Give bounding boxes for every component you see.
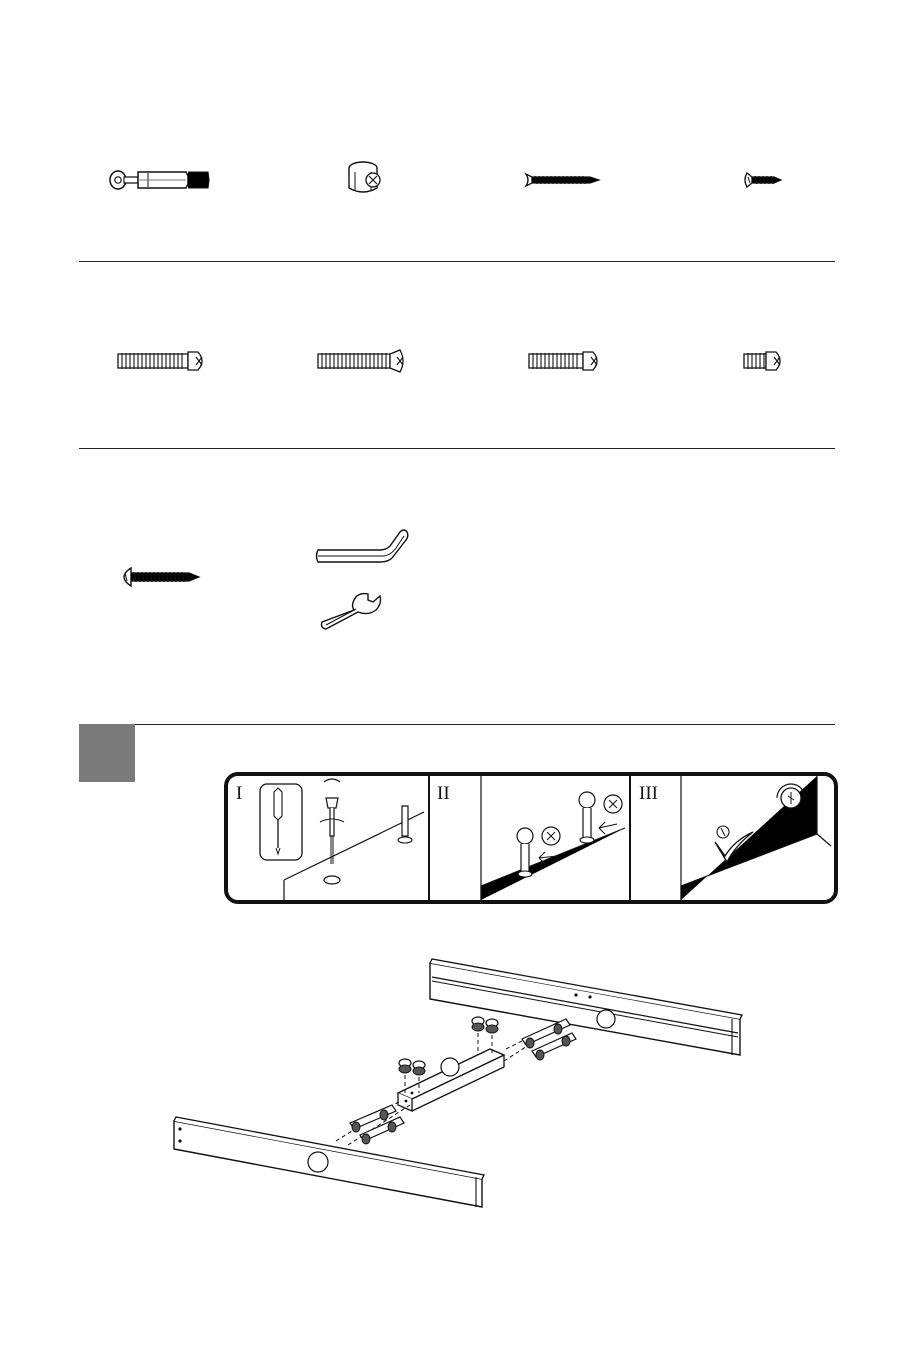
pan-head-bolt-long-icon — [116, 349, 208, 373]
allen-key-icon — [314, 526, 410, 566]
cam-bolts-front — [350, 1105, 404, 1144]
substeps-panel — [224, 772, 838, 904]
divider-1 — [79, 261, 835, 262]
substep-label-1: I — [236, 783, 243, 804]
truss-head-screw-icon — [119, 566, 201, 588]
step-number-box — [79, 724, 135, 782]
substep-label-3: III — [639, 783, 658, 804]
back-rail — [430, 959, 742, 1055]
cam-bolt-icon — [108, 166, 213, 194]
center-stretcher — [398, 1049, 504, 1111]
cam-bolts-back — [522, 1019, 576, 1060]
pan-head-bolt-short-icon — [742, 349, 788, 373]
cam-lock-icon — [343, 160, 383, 198]
divider-2 — [79, 448, 835, 449]
divider-3 — [79, 724, 835, 725]
pan-head-bolt-medium-icon — [527, 349, 603, 373]
screwdriver-icon — [260, 784, 302, 860]
assembly-drawing — [160, 955, 760, 1215]
substep-panel-2 — [429, 776, 629, 900]
flat-head-bolt-icon — [316, 349, 408, 373]
cam-locks-left — [399, 1059, 425, 1075]
wood-screw-long-icon — [524, 172, 600, 188]
wood-screw-short-icon — [744, 171, 784, 189]
cam-locks-right — [472, 1017, 498, 1033]
wrench-icon — [318, 592, 388, 632]
cam-insert-icon — [517, 792, 622, 877]
front-rail — [174, 1117, 484, 1207]
substep-panel-3 — [631, 776, 834, 900]
substep-label-2: II — [437, 783, 450, 804]
substep-panel-1 — [228, 776, 428, 900]
